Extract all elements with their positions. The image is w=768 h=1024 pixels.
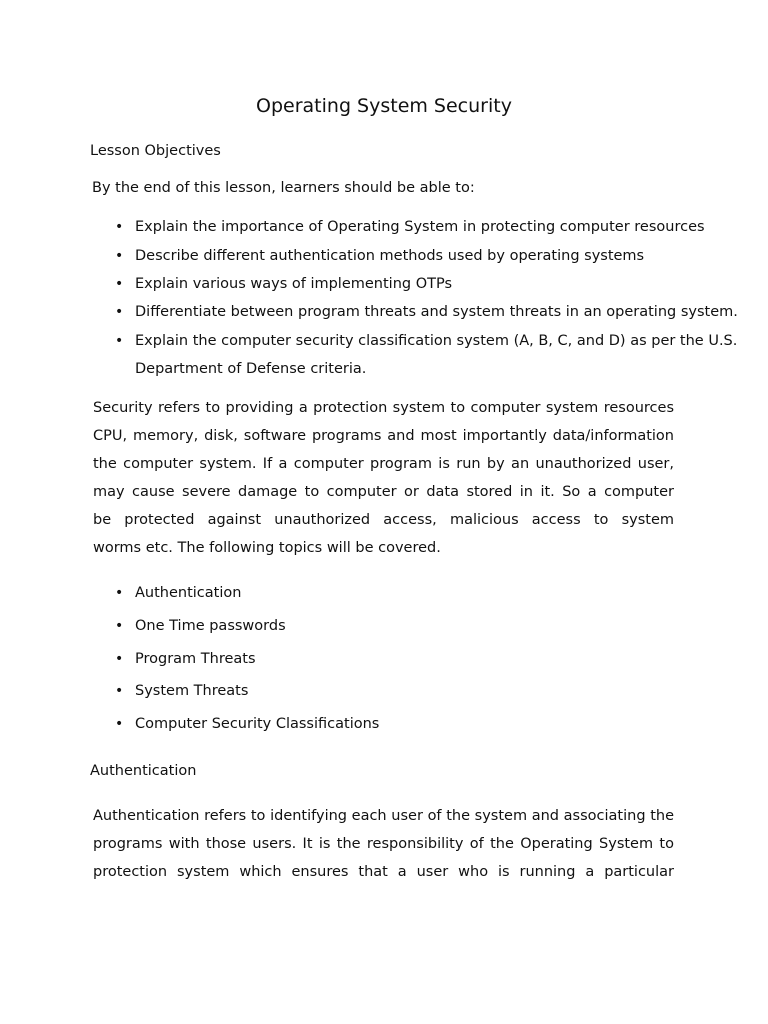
paragraph-line: be protected against unauthorized access, malicious access to system: [93, 512, 674, 528]
list-item: Differentiate between program threats and system threats in an operating system.: [135, 304, 738, 320]
bullet-icon: •: [115, 248, 124, 264]
paragraph-line: may cause severe damage to computer or data stored in it. So a computer: [93, 484, 674, 500]
bullet-icon: •: [115, 585, 124, 601]
list-item: Program Threats: [135, 651, 256, 667]
list-item: Computer Security Classifications: [135, 716, 380, 732]
bullet-icon: •: [115, 219, 124, 235]
bullet-icon: •: [115, 304, 124, 320]
paragraph-line: worms etc. The following topics will be covered.: [93, 540, 441, 556]
list-item: One Time passwords: [135, 618, 286, 634]
paragraph-line: Authentication refers to identifying each user of the system and associating the: [93, 808, 674, 824]
list-item: Describe different authentication methods used by operating systems: [135, 248, 645, 264]
bullet-icon: •: [115, 333, 124, 349]
bullet-icon: •: [115, 683, 124, 699]
list-item: Explain various ways of implementing OTPs: [135, 276, 453, 292]
paragraph-line: CPU, memory, disk, software programs and most importantly data/information: [93, 428, 674, 444]
list-item-continuation: Department of Defense criteria.: [135, 361, 367, 377]
list-item: System Threats: [135, 683, 249, 699]
bullet-icon: •: [115, 618, 124, 634]
bullet-icon: •: [115, 651, 124, 667]
bullet-icon: •: [115, 276, 124, 292]
intro-text: By the end of this lesson, learners should be able to:: [92, 180, 475, 196]
authentication-heading: Authentication: [90, 763, 197, 779]
page-title: Operating System Security: [256, 95, 512, 117]
paragraph-line: protection system which ensures that a user who is running a particular: [93, 864, 674, 880]
objectives-heading: Lesson Objectives: [90, 143, 221, 159]
paragraph-line: Security refers to providing a protection system to computer system resources: [93, 400, 674, 416]
list-item: Explain the importance of Operating System in protecting computer resources: [135, 219, 705, 235]
list-item: Authentication: [135, 585, 242, 601]
list-item: Explain the computer security classification system (A, B, C, and D) as per the U.S.: [135, 333, 738, 349]
paragraph-line: programs with those users. It is the responsibility of the Operating System to: [93, 836, 674, 852]
paragraph-line: the computer system. If a computer program is run by an unauthorized user,: [93, 456, 674, 472]
bullet-icon: •: [115, 716, 124, 732]
